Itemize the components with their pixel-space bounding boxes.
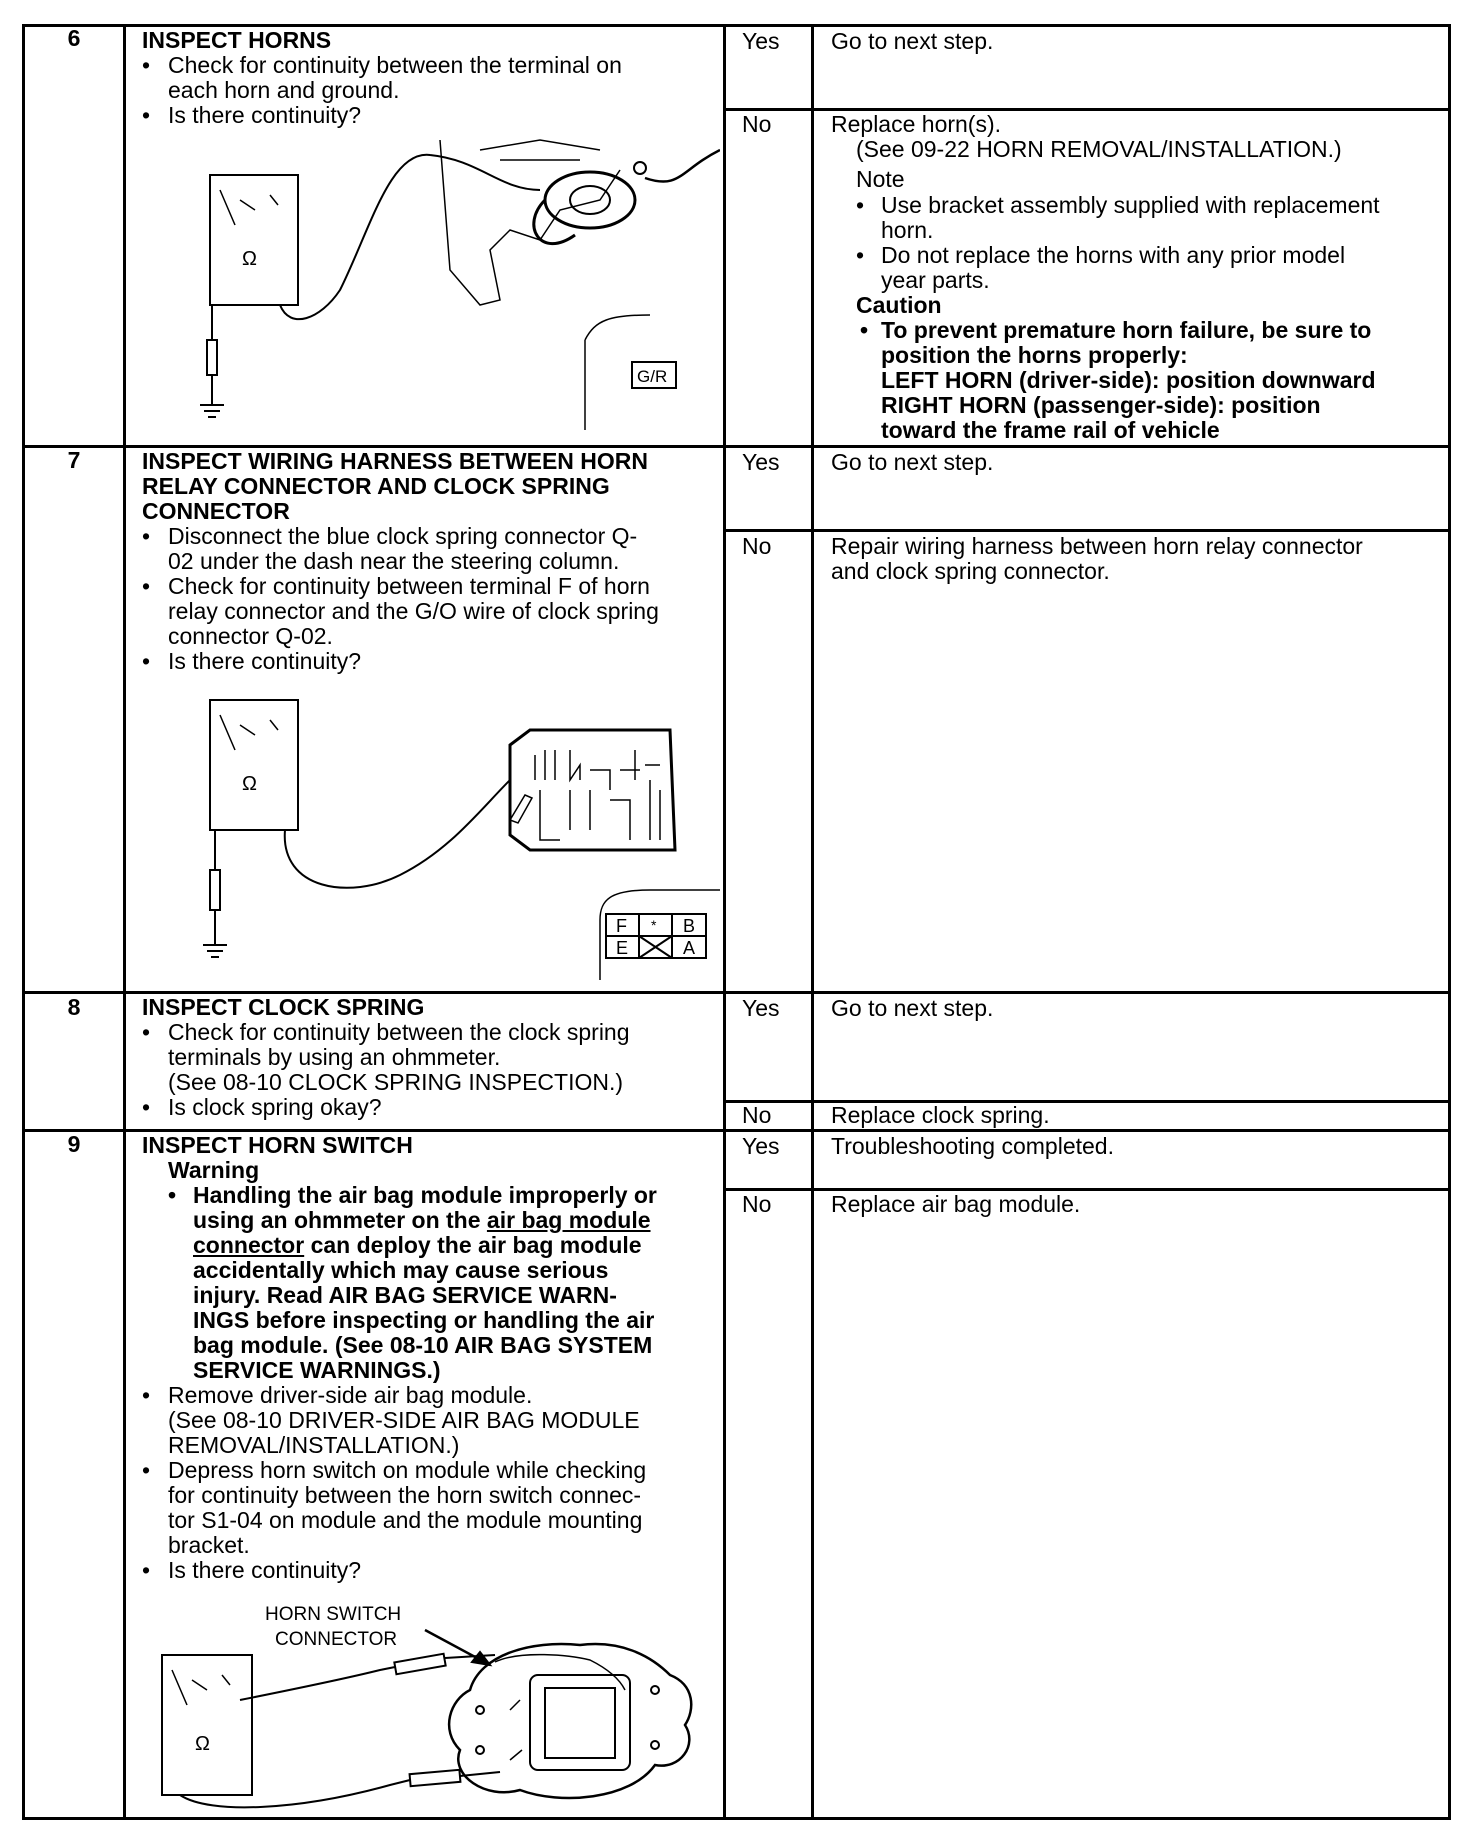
step7-title-line1: INSPECT WIRING HARNESS BETWEEN HORN xyxy=(142,448,649,474)
step9-number-cell xyxy=(22,1129,126,1820)
step6-b1a: Check for continuity between the terminal on xyxy=(168,52,622,78)
step6-n2b: year parts. xyxy=(881,267,990,293)
step7-b3: Is there continuity? xyxy=(168,648,362,674)
step8-bullet: • xyxy=(142,1094,151,1120)
step7-b1b: 02 under the dash near the steering column. xyxy=(168,548,620,574)
step9-no-label-cell xyxy=(723,1188,814,1820)
step6-number-cell xyxy=(22,24,126,448)
step6-no-label: No xyxy=(742,111,772,137)
step6-no-label-cell xyxy=(723,108,814,448)
air-bag-module-icon xyxy=(449,1644,691,1798)
step9-number: 9 xyxy=(67,1131,81,1157)
step9-w2: using an ohmmeter on the air bag module xyxy=(193,1207,651,1233)
horn-ohmmeter-figure xyxy=(180,130,720,430)
g-r-label: G/R xyxy=(637,367,668,386)
ohmmeter-icon xyxy=(162,1655,252,1795)
step7-no-label: No xyxy=(742,533,772,559)
step8-bullet: • xyxy=(142,1019,151,1045)
step9-no-action: Replace air bag module. xyxy=(831,1191,1081,1217)
step7-yes-label: Yes xyxy=(742,449,780,475)
step7-no-action-cell xyxy=(811,529,1451,994)
step8-b2: Is clock spring okay? xyxy=(168,1094,382,1120)
svg-text:Ω: Ω xyxy=(242,248,257,270)
step7-title-line2: RELAY CONNECTOR AND CLOCK SPRING xyxy=(142,473,610,499)
step9-no-action-cell xyxy=(811,1188,1451,1820)
step7-no-label-cell xyxy=(723,529,814,994)
step9-no-label: No xyxy=(742,1191,772,1217)
step7-b2a: Check for continuity between terminal F of horn xyxy=(168,573,650,599)
step6-n1b: horn. xyxy=(881,217,934,243)
terminal-e-label: E xyxy=(616,938,629,958)
step6-b1b: each horn and ground. xyxy=(168,77,400,103)
horn-switch-label-line2: CONNECTOR xyxy=(275,1629,398,1650)
step7-b1a: Disconnect the blue clock spring connector Q- xyxy=(168,523,638,549)
step7-title-line3: CONNECTOR xyxy=(142,498,290,524)
step7-number: 7 xyxy=(67,447,81,473)
step7-bullet: • xyxy=(142,573,151,599)
step9-yes-label: Yes xyxy=(742,1133,780,1159)
step9-w3: connector can deploy the air bag module xyxy=(193,1232,642,1258)
ohmmeter-icon xyxy=(210,175,298,305)
step9-b1b: (See 08-10 DRIVER-SIDE AIR BAG MODULE xyxy=(168,1407,640,1433)
step8-no-label: No xyxy=(742,1102,772,1128)
step6-note-bullet: • xyxy=(856,242,865,268)
step8-yes-label: Yes xyxy=(742,995,780,1021)
step7-bullet: • xyxy=(142,523,151,549)
step7-b2b: relay connector and the G/O wire of clock spring xyxy=(168,598,659,624)
step9-b1c: REMOVAL/INSTALLATION.) xyxy=(168,1432,460,1458)
step6-c1: To prevent premature horn failure, be sure to xyxy=(881,317,1372,343)
terminal-b-label: B xyxy=(683,916,696,936)
step6-c5: toward the frame rail of vehicle xyxy=(881,417,1220,443)
terminal-star-label: * xyxy=(651,917,657,933)
step6-bullet: • xyxy=(142,102,151,128)
svg-text:Ω: Ω xyxy=(242,773,257,795)
step6-c4: RIGHT HORN (passenger-side): position xyxy=(881,392,1321,418)
horn-switch-label-line1: HORN SWITCH xyxy=(265,1604,402,1625)
step9-yes-action: Troubleshooting completed. xyxy=(831,1133,1114,1159)
wiring-harness-ohmmeter-figure xyxy=(180,690,720,980)
step9-w4: accidentally which may cause serious xyxy=(193,1257,609,1283)
step9-b2b: for continuity between the horn switch connec- xyxy=(168,1482,642,1508)
step6-n1a: Use bracket assembly supplied with replacement xyxy=(881,192,1380,218)
step6-note: Note xyxy=(856,166,905,192)
step8-yes-action: Go to next step. xyxy=(831,995,994,1021)
ohmmeter-icon xyxy=(210,700,298,830)
step6-yes-action: Go to next step. xyxy=(831,28,994,54)
step8-b1b: terminals by using an ohmmeter. xyxy=(168,1044,501,1070)
step9-b3: Is there continuity? xyxy=(168,1557,362,1583)
step9-w6: INGS before inspecting or handling the air xyxy=(193,1307,655,1333)
step6-no-b: (See 09-22 HORN REMOVAL/INSTALLATION.) xyxy=(856,136,1342,162)
step7-no-a: Repair wiring harness between horn relay connector xyxy=(831,533,1363,559)
step8-b1a: Check for continuity between the clock spring xyxy=(168,1019,630,1045)
step6-yes-label: Yes xyxy=(742,28,780,54)
step6-number: 6 xyxy=(67,25,81,51)
arrow-icon xyxy=(472,1652,490,1665)
step6-bullet: • xyxy=(142,52,151,78)
step9-warning-bullet: • xyxy=(168,1182,177,1208)
step8-title: INSPECT CLOCK SPRING xyxy=(142,994,425,1020)
step6-b2: Is there continuity? xyxy=(168,102,362,128)
step7-no-b: and clock spring connector. xyxy=(831,558,1110,584)
horn-icon xyxy=(545,172,635,228)
step8-no-action: Replace clock spring. xyxy=(831,1102,1050,1128)
step6-caution: Caution xyxy=(856,292,942,318)
step9-bullet: • xyxy=(142,1557,151,1583)
step9-b2a: Depress horn switch on module while checking xyxy=(168,1457,647,1483)
step8-number: 8 xyxy=(67,994,81,1020)
svg-text:Ω: Ω xyxy=(195,1733,210,1755)
step6-no-a: Replace horn(s). xyxy=(831,111,1002,137)
step9-warning-heading: Warning xyxy=(168,1157,260,1183)
step9-w1: Handling the air bag module improperly or xyxy=(193,1182,657,1208)
step9-bullet: • xyxy=(142,1382,151,1408)
step7-b2c: connector Q-02. xyxy=(168,623,333,649)
step9-w5: injury. Read AIR BAG SERVICE WARN- xyxy=(193,1282,617,1308)
step9-b2d: bracket. xyxy=(168,1532,250,1558)
step6-c3: LEFT HORN (driver-side): position downward xyxy=(881,367,1376,393)
step6-title: INSPECT HORNS xyxy=(142,27,332,53)
step9-bullet: • xyxy=(142,1457,151,1483)
step9-w8: SERVICE WARNINGS.) xyxy=(193,1357,441,1383)
step7-bullet: • xyxy=(142,648,151,674)
horn-switch-figure xyxy=(150,1600,710,1815)
step9-b1a: Remove driver-side air bag module. xyxy=(168,1382,533,1408)
terminal-f-label: F xyxy=(616,916,627,936)
step7-yes-action: Go to next step. xyxy=(831,449,994,475)
step6-c2: position the horns properly: xyxy=(881,342,1188,368)
step9-w7: bag module. (See 08-10 AIR BAG SYSTEM xyxy=(193,1332,653,1358)
step6-note-bullet: • xyxy=(856,192,865,218)
step6-caution-bullet: • xyxy=(860,317,869,343)
step9-b2c: tor S1-04 on module and the module mounting xyxy=(168,1507,643,1533)
step6-n2a: Do not replace the horns with any prior model xyxy=(881,242,1346,268)
step7-number-cell xyxy=(22,445,126,994)
terminal-a-label: A xyxy=(683,938,696,958)
step8-b1c: (See 08-10 CLOCK SPRING INSPECTION.) xyxy=(168,1069,624,1095)
step9-title: INSPECT HORN SWITCH xyxy=(142,1132,413,1158)
